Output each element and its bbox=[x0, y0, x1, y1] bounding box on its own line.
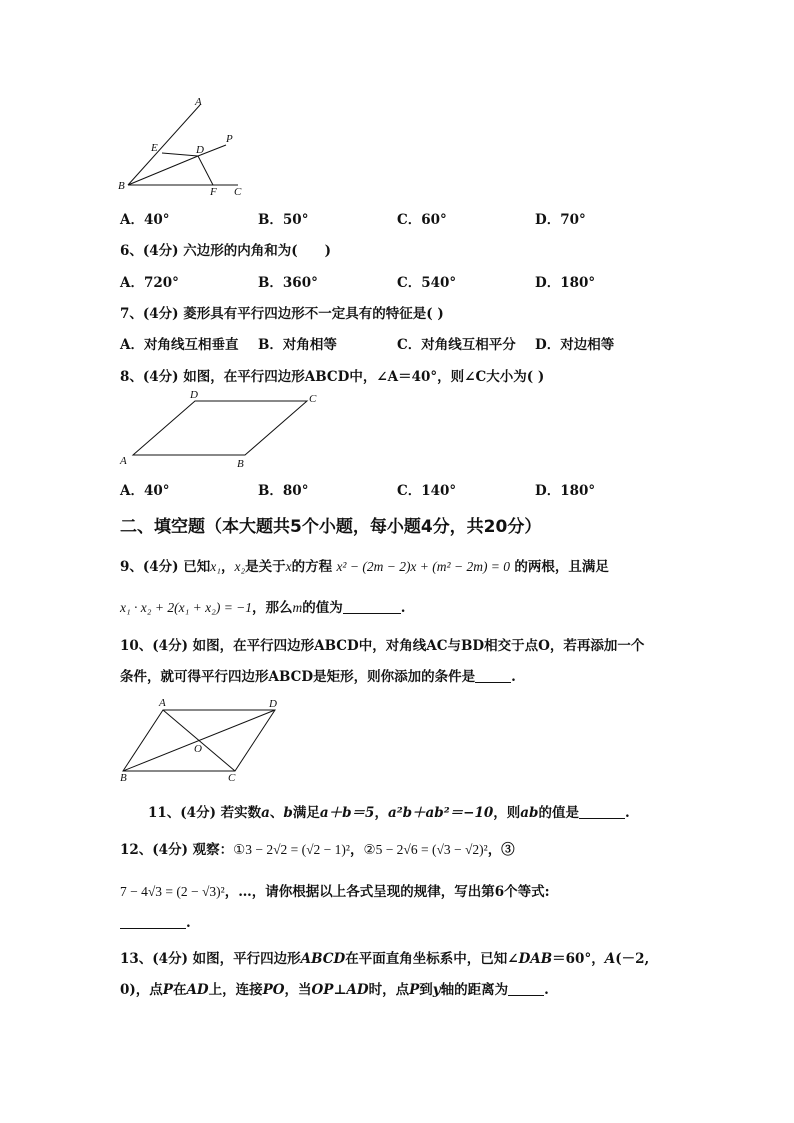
q11-comma: ， bbox=[374, 805, 388, 821]
q10-line2 bbox=[120, 665, 516, 685]
q12-line3 bbox=[120, 915, 191, 931]
label-D: D bbox=[269, 698, 277, 710]
q7-stem: 7、(4分) 菱形具有平行四边形不一定具有的特征是( ) bbox=[120, 306, 444, 322]
q13-text-1: 13、(4分) 如图，平行四边形 bbox=[120, 951, 301, 967]
q11-b: b bbox=[283, 805, 293, 821]
ray-BA bbox=[128, 105, 200, 185]
q8-option-b: B．80° bbox=[258, 483, 309, 499]
q13-line2 bbox=[120, 978, 549, 998]
section-fill-in-title: 二、填空题（本大题共5个小题，每小题4分，共20分） bbox=[120, 517, 542, 537]
label-B: B bbox=[120, 772, 127, 784]
q10-end: . bbox=[511, 669, 516, 685]
figure-angle-q5 bbox=[110, 95, 260, 200]
label-F: F bbox=[210, 186, 217, 198]
q9-line2 bbox=[120, 596, 406, 616]
q11-tail2: 的值是 bbox=[538, 805, 579, 821]
q5-option-a: A．40° bbox=[120, 212, 170, 228]
q11-mid: 满足 bbox=[292, 805, 320, 821]
q12-line2-tail: ，…，请你根据以上各式呈现的规律，写出第6个等式: bbox=[224, 884, 550, 900]
q6-option-c: C．540° bbox=[397, 275, 457, 291]
q5-option-d: D．70° bbox=[535, 212, 586, 228]
q10-line2-text: 条件，就可得平行四边形ABCD是矩形，则你添加的条件是 bbox=[120, 669, 476, 685]
q10-answer-blank[interactable] bbox=[475, 670, 511, 683]
q13-dab: DAB bbox=[518, 951, 553, 967]
segment-DF bbox=[198, 156, 213, 185]
q13-text-3: ＝60°， bbox=[552, 951, 605, 967]
q9-condition: x₁ · x₂ + 2(x₁ + x₂) = −1 bbox=[120, 600, 253, 615]
q9-end: . bbox=[400, 600, 406, 616]
q6-stem: 6、(4分) 六边形的内角和为( ) bbox=[120, 243, 332, 259]
q11-ab: ab bbox=[520, 805, 539, 821]
segment-BD bbox=[128, 156, 198, 185]
q13-text-6: 在 bbox=[172, 982, 187, 998]
label-E: E bbox=[151, 142, 158, 154]
q13-point-a: A bbox=[604, 951, 616, 967]
q13-text-5: 0)，点 bbox=[120, 982, 163, 998]
q5-option-c: C．60° bbox=[397, 212, 447, 228]
q13-text-8: ，当 bbox=[284, 982, 312, 998]
q10-line1: 10、(4分) 如图，在平行四边形ABCD中，对角线AC与BD相交于点O，若再添加一个 bbox=[120, 638, 645, 654]
label-B: B bbox=[237, 458, 244, 470]
q13-text-11: 轴的距离为 bbox=[440, 982, 509, 998]
q9-text-4: 的两根，且满足 bbox=[514, 559, 609, 575]
q9-x: x bbox=[285, 559, 292, 574]
q6-option-b: B．360° bbox=[258, 275, 318, 291]
q11-sep: 、 bbox=[269, 805, 284, 821]
figure-parallelogram-q8 bbox=[115, 385, 330, 475]
q6-option-a: A．720° bbox=[120, 275, 179, 291]
label-C: C bbox=[228, 772, 236, 784]
q9-x1: x₁ bbox=[210, 559, 221, 574]
q8-option-a: A．40° bbox=[120, 483, 170, 499]
q13-po: PO bbox=[262, 982, 285, 998]
label-D: D bbox=[196, 144, 204, 156]
q13-line1 bbox=[120, 947, 649, 967]
label-P: P bbox=[226, 133, 233, 145]
q9-text-2: 是关于 bbox=[245, 559, 286, 575]
q13-point-p-2: P bbox=[409, 982, 420, 998]
q13-ad: AD bbox=[186, 982, 209, 998]
figure-parallelogram-q10 bbox=[115, 695, 285, 785]
label-D: D bbox=[190, 389, 198, 401]
label-C: C bbox=[234, 186, 242, 198]
q13-text-7: 上，连接 bbox=[208, 982, 263, 998]
q9-equation: x² − (2m − 2)x + (m² − 2m) = 0 bbox=[336, 559, 511, 574]
q9-x2: x₂ bbox=[234, 559, 246, 574]
q11-prefix: 11、(4分) 若实数 bbox=[148, 805, 262, 821]
q9-m: m bbox=[292, 600, 303, 615]
q11-eq1: a＋b＝5 bbox=[319, 805, 375, 821]
q12-answer-blank[interactable] bbox=[120, 916, 186, 929]
q13-text-2: 在平面直角坐标系中，已知∠ bbox=[345, 951, 519, 967]
label-A: A bbox=[120, 455, 127, 467]
label-A: A bbox=[195, 96, 202, 108]
parallelogram-ABCD bbox=[133, 401, 307, 455]
q9-text-6: 的值为 bbox=[302, 600, 343, 616]
q13-op-perp-ad: OP⊥AD bbox=[311, 982, 369, 998]
label-O: O bbox=[194, 743, 202, 755]
q5-option-b: B．50° bbox=[258, 212, 309, 228]
q12-line1 bbox=[120, 838, 515, 858]
label-A: A bbox=[159, 697, 166, 709]
q11-line bbox=[148, 801, 630, 821]
segment-ED bbox=[162, 153, 198, 156]
q12-expression-3: 7 − 4√3 = (2 − √3)² bbox=[120, 884, 225, 899]
q13-end: . bbox=[544, 982, 549, 998]
q13-text-9: 时，点 bbox=[368, 982, 410, 998]
q13-point-p: P bbox=[162, 982, 173, 998]
diagonal-BD bbox=[123, 710, 275, 771]
q11-a: a bbox=[261, 805, 270, 821]
q13-answer-blank[interactable] bbox=[508, 983, 544, 996]
q11-answer-blank[interactable] bbox=[579, 806, 625, 819]
q8-option-d: D．180° bbox=[535, 483, 596, 499]
q12-sep-2: ，③ bbox=[487, 842, 515, 858]
q12-sep-1: ， bbox=[349, 842, 364, 858]
q8-option-c: C．140° bbox=[397, 483, 457, 499]
q12-prefix: 12、(4分) 观察： bbox=[120, 842, 234, 858]
q12-end: . bbox=[186, 915, 191, 931]
q8-stem: 8、(4分) 如图，在平行四边形ABCD中，∠A＝40°，则∠C大小为( ) bbox=[120, 369, 545, 385]
q9-comma: ， bbox=[220, 559, 235, 575]
q11-eq2: a²b＋ab²＝−10 bbox=[387, 805, 494, 821]
q13-text-4: (－2, bbox=[615, 951, 650, 967]
q12-expression-2: ②5 − 2√6 = (√3 − √2)² bbox=[363, 842, 488, 857]
q9-line1 bbox=[120, 555, 609, 575]
q7-option-d: D．对边相等 bbox=[535, 337, 615, 353]
q9-text-5: ，那么 bbox=[252, 600, 293, 616]
q9-prefix: 9、(4分) 已知 bbox=[120, 559, 211, 575]
q7-option-b: B．对角相等 bbox=[258, 337, 337, 353]
q13-y: y bbox=[432, 982, 441, 998]
q13-abcd: ABCD bbox=[300, 951, 346, 967]
q12-expression-1: ①3 − 2√2 = (√2 − 1)² bbox=[233, 842, 350, 857]
q7-option-c: C．对角线互相平分 bbox=[397, 337, 516, 353]
q11-end: . bbox=[624, 805, 630, 821]
q12-line2 bbox=[120, 880, 550, 900]
q7-option-a: A．对角线互相垂直 bbox=[120, 337, 239, 353]
label-C: C bbox=[309, 393, 317, 405]
q6-option-d: D．180° bbox=[535, 275, 596, 291]
q13-text-10: 到 bbox=[419, 982, 433, 998]
q9-text-3: 的方程 bbox=[291, 559, 333, 575]
q9-answer-blank[interactable] bbox=[343, 601, 401, 614]
label-B: B bbox=[118, 180, 125, 192]
q11-tail: ，则 bbox=[493, 805, 521, 821]
